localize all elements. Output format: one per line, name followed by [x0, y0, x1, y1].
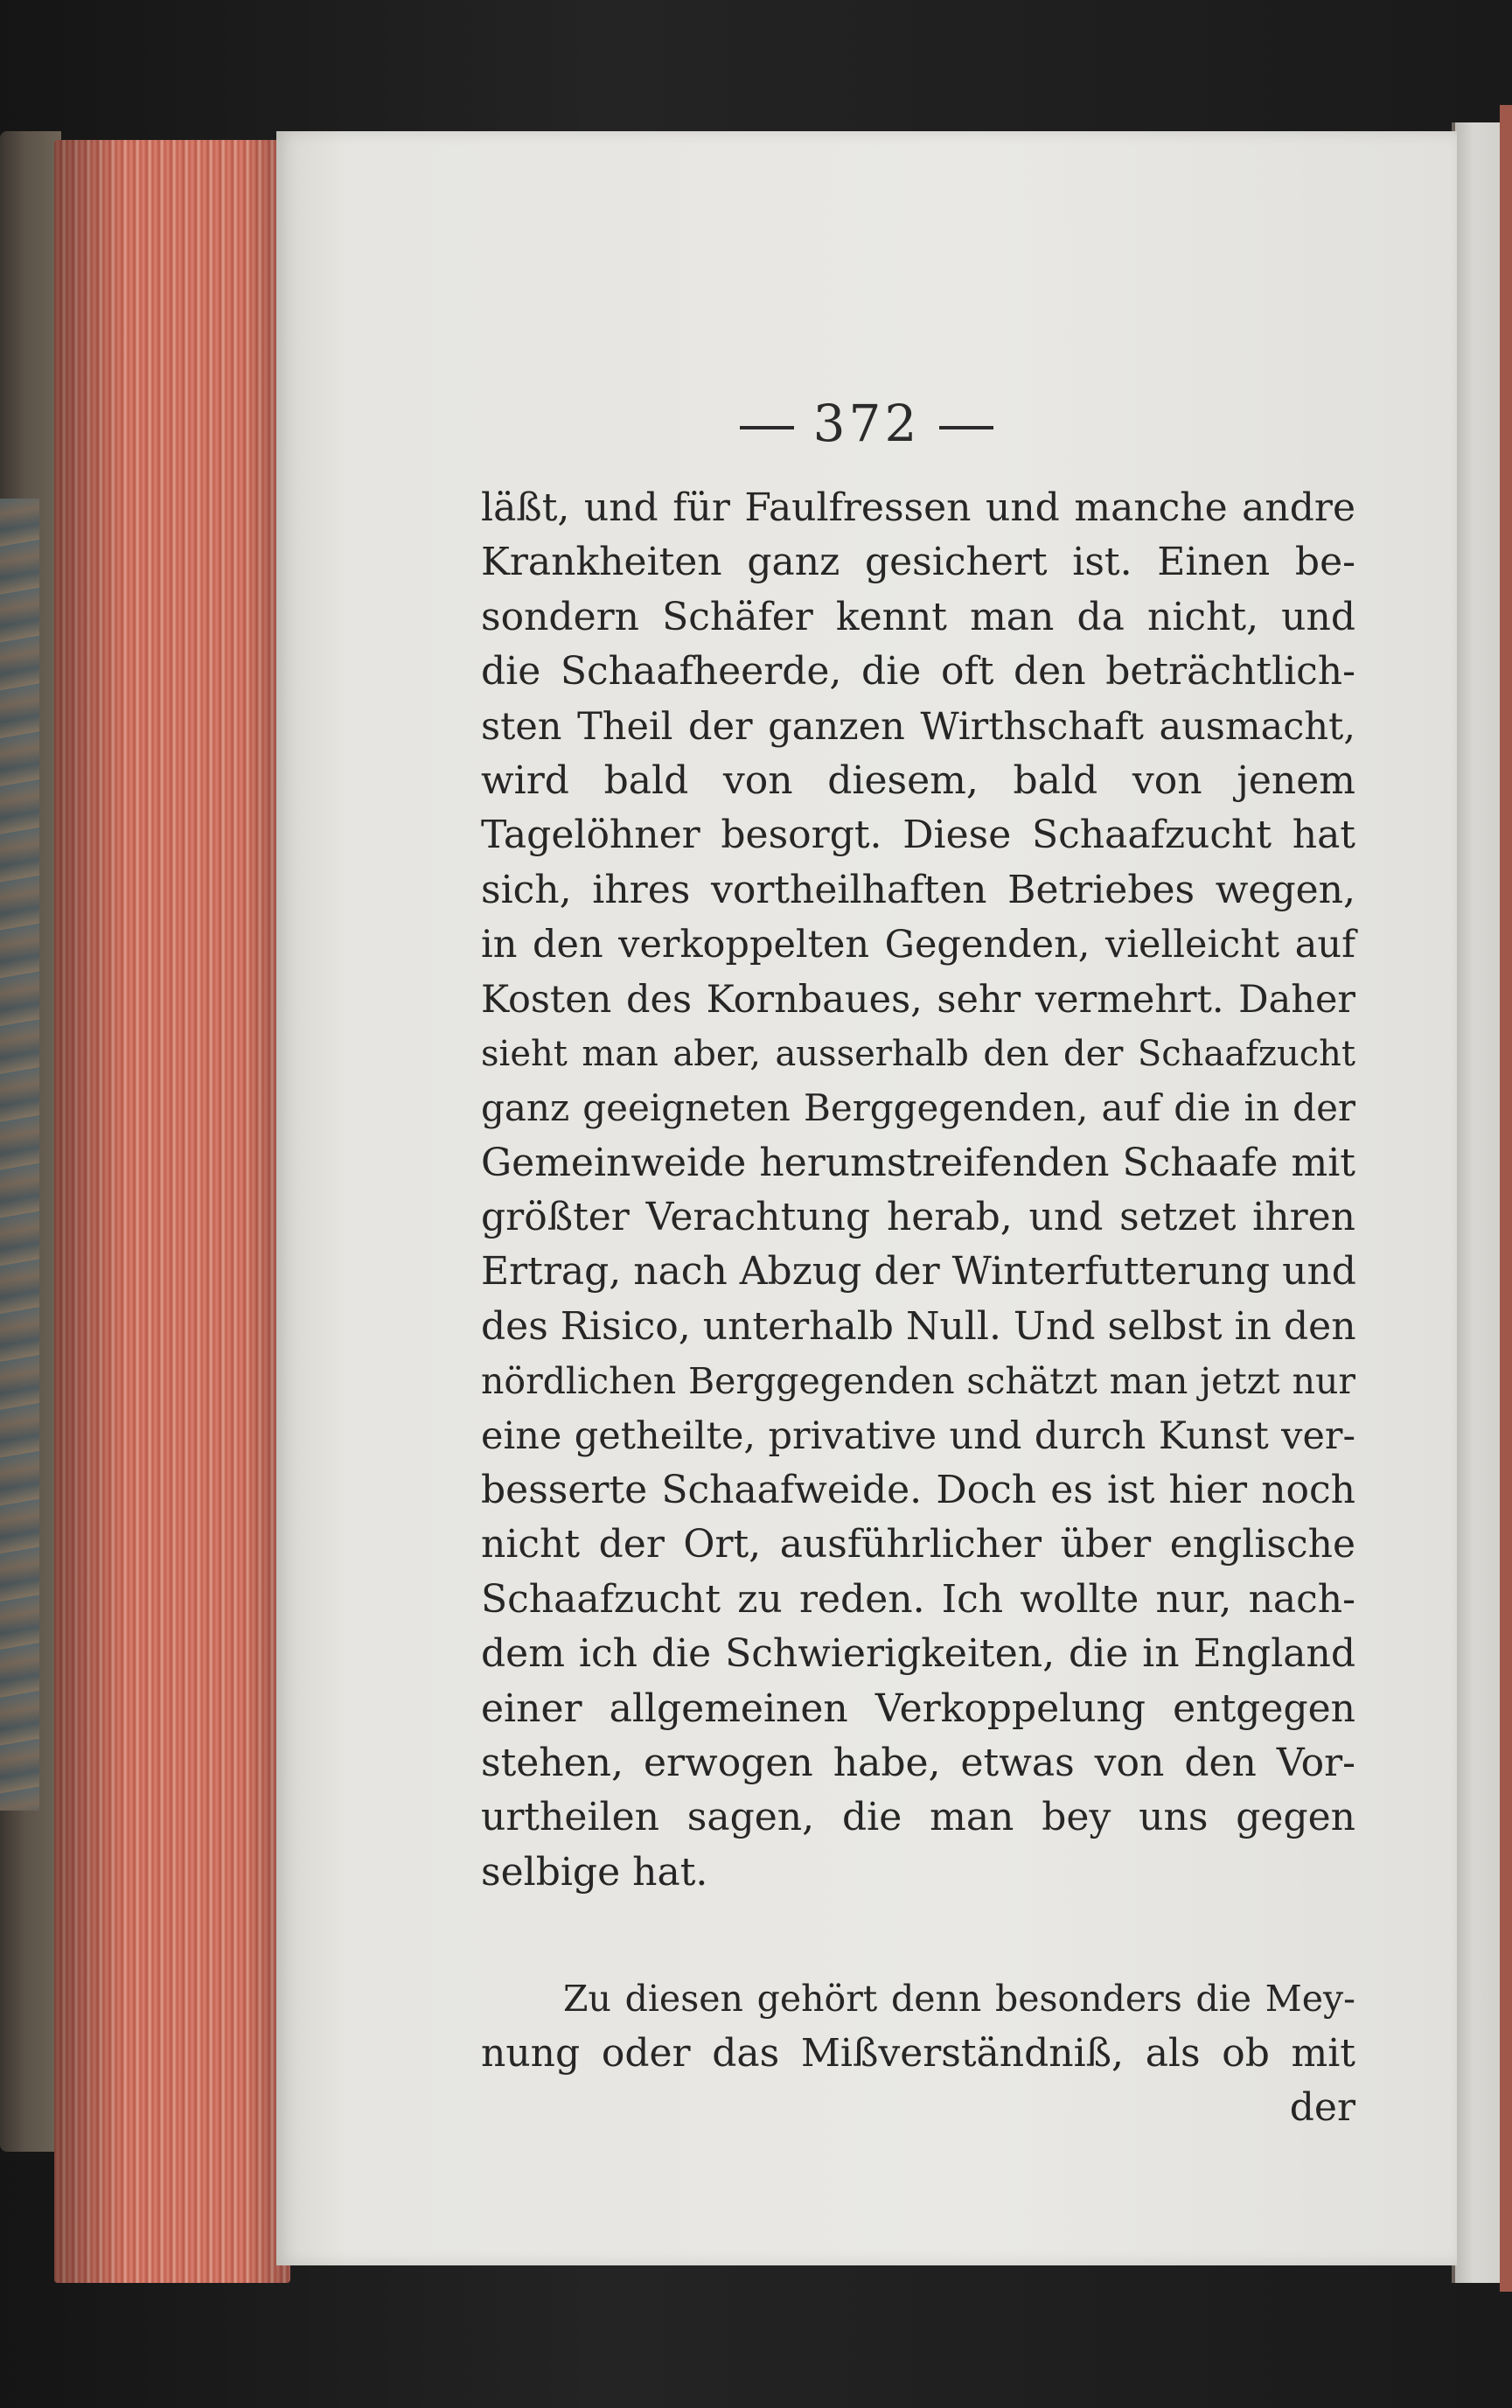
text-line: sich, ihres vortheilhaften Betriebes wegen,: [481, 867, 1355, 912]
page-number: 372: [812, 394, 921, 453]
text-line: eine getheilte, privative und durch Kunst ver-: [481, 1413, 1355, 1458]
text-line: nicht der Ort, ausführlicher über englische: [481, 1522, 1355, 1567]
paragraph-2: [481, 1972, 1355, 2135]
book-cover: [0, 131, 61, 2152]
text-line: Gemeinweide herumstreifenden Schaafe mit: [481, 1140, 1355, 1185]
text-line: Schaafzucht zu reden. Ich wollte nur, nach-: [481, 1576, 1355, 1622]
page-edges-shadow: [54, 140, 290, 2283]
cover-marbling: [0, 499, 39, 1811]
body-text: [481, 481, 1355, 2135]
text-line: Kosten des Kornbaues, sehr vermehrt. Daher: [481, 977, 1355, 1022]
text-line: Ertrag, nach Abzug der Winterfutterung und: [481, 1249, 1356, 1295]
page-header: [276, 394, 1457, 453]
right-page-red-edge: [1500, 105, 1512, 2292]
text-line: Zu diesen gehört denn besonders die Mey-: [563, 1978, 1355, 2021]
text-line: Tagelöhner besorgt. Diese Schaafzucht hat: [481, 813, 1355, 858]
book-page: [276, 131, 1457, 2265]
header-dash-right: [939, 426, 993, 429]
text-line: sieht man aber, ausserhalb den der Schaafzucht: [481, 1033, 1355, 1074]
text-line: des Risico, unterhalb Null. Und selbst in den: [481, 1303, 1356, 1349]
text-line: selbige hat.: [481, 1849, 708, 1895]
text-line: sondern Schäfer kennt man da nicht, und: [481, 594, 1355, 639]
text-line: größter Verachtung herab, und setzet ihren: [481, 1195, 1355, 1240]
text-line: stehen, erwogen habe, etwas von den Vor-: [481, 1740, 1355, 1785]
header-dash-left: [740, 426, 794, 429]
text-line: nung oder das Mißverständniß, als ob mit: [481, 2030, 1355, 2076]
text-line: wird bald von diesem, bald von jenem: [481, 757, 1355, 803]
text-line: in den verkoppelten Gegenden, vielleicht auf: [481, 923, 1355, 967]
text-line: ganz geeigneten Berggegenden, auf die in der: [481, 1086, 1355, 1130]
catchword: der: [1289, 2084, 1355, 2130]
text-line: einer allgemeinen Verkoppelung entgegen: [481, 1686, 1355, 1731]
text-line: besserte Schaafweide. Doch es ist hier noch: [481, 1468, 1355, 1513]
text-line: Krankheiten ganz gesichert ist. Einen be-: [481, 540, 1355, 585]
text-line: sten Theil der ganzen Wirthschaft ausmacht,: [481, 704, 1355, 749]
paragraph-1: [481, 481, 1355, 1900]
text-line: läßt, und für Faulfressen und manche andre: [481, 485, 1355, 530]
paragraph-gap: [481, 1900, 1355, 1972]
text-line: nördlichen Berggegenden schätzt man jetzt nur: [481, 1360, 1355, 1403]
text-line: die Schaafheerde, die oft den beträchtlich-: [481, 649, 1355, 694]
text-line: dem ich die Schwierigkeiten, die in England: [481, 1631, 1355, 1677]
text-line: urtheilen sagen, die man bey uns gegen: [481, 1795, 1355, 1840]
